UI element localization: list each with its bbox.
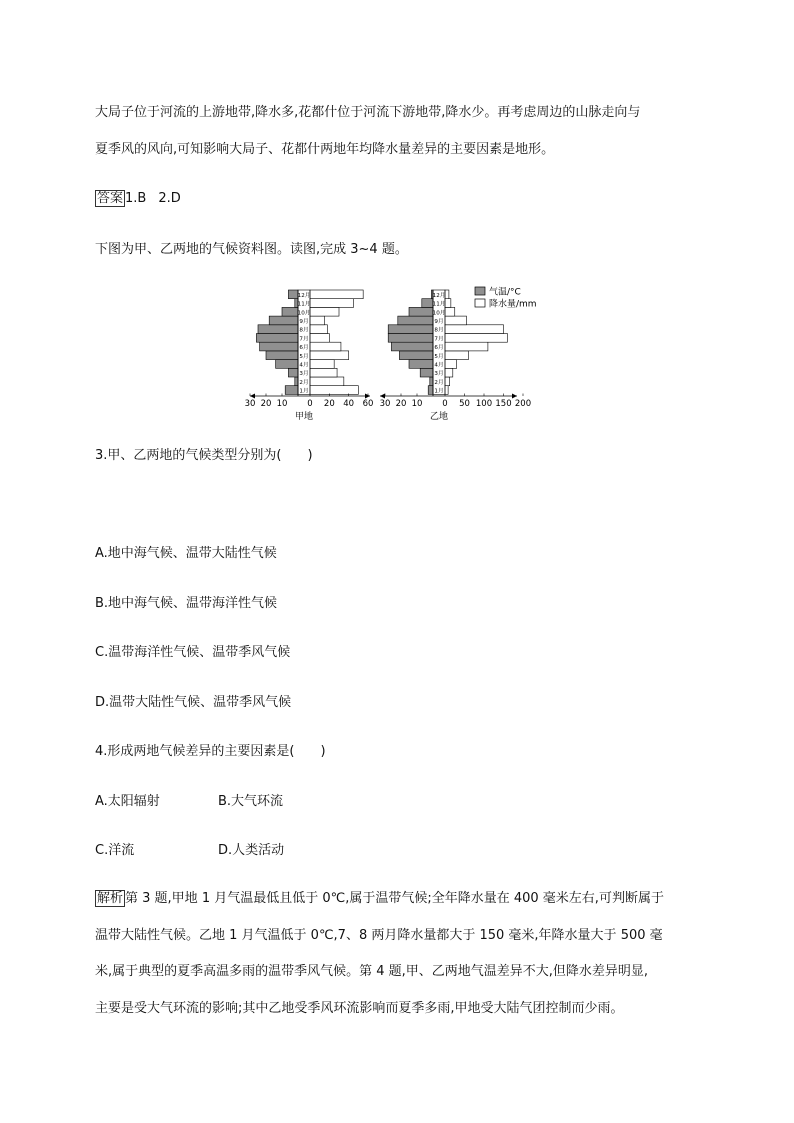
- precip-bar: [310, 360, 334, 369]
- temp-bar: [256, 334, 298, 343]
- precip-bar: [445, 342, 488, 351]
- temp-bar: [391, 342, 433, 351]
- climate-chart-figure: [245, 282, 555, 422]
- temp-bar: [276, 360, 298, 369]
- precip-bar: [445, 316, 466, 325]
- precip-bar: [310, 377, 344, 386]
- month-label: 8月: [434, 327, 444, 334]
- precip-bar: [445, 299, 451, 308]
- chart-jia: [245, 290, 373, 422]
- legend-precip-label: 降水量/mm: [489, 299, 537, 310]
- analysis-line-1: [95, 890, 664, 908]
- precip-bar: [310, 368, 337, 377]
- intro-line-1: 大局子位于河流的上游地带,降水多,花都什位于河流下游地带,降水少。再考虑周边的山脉走向与: [95, 105, 641, 120]
- precip-tick-label: 0: [307, 399, 313, 409]
- axis-arrow-right: [365, 394, 370, 399]
- temp-tick-label: 30: [379, 399, 391, 409]
- month-label: 11月: [432, 301, 446, 308]
- intro-line-2: 夏季风的风向,可知影响大局子、花都什两地年均降水量差异的主要因素是地形。: [95, 142, 555, 157]
- legend-temp-swatch: [475, 287, 485, 295]
- precip-tick-label: 50: [459, 399, 470, 409]
- precip-bar: [310, 386, 358, 395]
- axis-arrow-left: [250, 394, 255, 399]
- precip-bar: [445, 290, 449, 299]
- q4-option-b: B.大气环流: [218, 794, 284, 809]
- precip-tick-label: 40: [343, 399, 355, 409]
- month-label: 9月: [299, 319, 309, 325]
- month-label: 5月: [434, 353, 444, 360]
- chart-title: 乙地: [429, 412, 449, 422]
- precip-tick-label: 60: [362, 399, 374, 409]
- temp-bar: [409, 307, 433, 316]
- temp-bar: [258, 325, 298, 334]
- q3-option-a: A.地中海气候、温带大陆性气候: [95, 546, 277, 561]
- month-label: 10月: [432, 310, 446, 317]
- analysis-line-3: 米,属于典型的夏季高温多雨的温带季风气候。第 4 题,甲、乙两地气温差异不大,但降水差异明显,: [95, 964, 649, 979]
- q4-option-a: A.太阳辐射: [95, 794, 160, 809]
- q4-option-d: D.人类活动: [218, 843, 285, 858]
- month-label: 11月: [297, 301, 311, 308]
- month-label: 3月: [299, 371, 309, 378]
- temp-bar: [295, 377, 298, 386]
- q3-option-b: B.地中海气候、温带海洋性气候: [95, 596, 278, 611]
- answer-line: [95, 190, 181, 208]
- temp-bar: [409, 360, 433, 369]
- temp-bar: [420, 368, 433, 377]
- analysis-line-4: 主要是受大气环流的影响;其中乙地受季风环流影响而夏季多雨,甲地受大陆气团控制而少雨。: [95, 1001, 624, 1016]
- precip-tick-label: 100: [475, 399, 493, 409]
- temp-bar: [288, 290, 298, 299]
- precip-bar: [445, 334, 507, 343]
- precip-bar: [310, 299, 354, 308]
- q4-option-c: C.洋流: [95, 843, 135, 858]
- chart-yi: [380, 290, 532, 422]
- q4-stem: 4.形成两地气候差异的主要因素是( ): [95, 744, 326, 759]
- precip-bar: [445, 351, 468, 360]
- precip-tick-label: 150: [495, 399, 512, 409]
- analysis-line-2: 温带大陆性气候。乙地 1 月气温低于 0℃,7、8 两月降水量都大于 150 毫米,年降水量大于 500 毫: [95, 928, 663, 943]
- temp-bar: [388, 325, 433, 334]
- precip-bar: [310, 307, 339, 316]
- temp-tick-label: 20: [395, 399, 407, 409]
- temp-bar: [388, 334, 433, 343]
- temp-bar: [430, 377, 433, 386]
- precip-bar: [310, 334, 329, 343]
- chart-title: 甲地: [294, 412, 314, 422]
- month-label: 3月: [434, 371, 444, 378]
- legend-precip-swatch: [475, 299, 485, 307]
- temp-tick-label: 20: [260, 399, 272, 409]
- month-label: 4月: [299, 362, 309, 369]
- temp-tick-label: 30: [245, 399, 256, 409]
- month-label: 1月: [434, 388, 444, 395]
- temp-bar: [260, 342, 298, 351]
- temp-bar: [428, 386, 433, 395]
- month-label: 2月: [299, 379, 309, 386]
- answer-q1: 1.B: [125, 191, 147, 206]
- q3-option-c: C.温带海洋性气候、温带季风气候: [95, 645, 291, 660]
- precip-bar: [310, 316, 325, 325]
- month-label: 6月: [299, 345, 309, 352]
- month-label: 5月: [299, 353, 309, 360]
- month-label: 7月: [434, 336, 444, 343]
- precip-bar: [310, 290, 363, 299]
- temp-bar: [422, 299, 433, 308]
- precip-bar: [445, 368, 453, 377]
- month-label: 12月: [432, 292, 446, 299]
- temp-bar: [398, 316, 433, 325]
- month-label: 7月: [299, 336, 309, 343]
- answer-label: 答案: [97, 191, 124, 206]
- question-intro: 下图为甲、乙两地的气候资料图。读图,完成 3~4 题。: [95, 242, 408, 257]
- temp-bar: [285, 386, 298, 395]
- q3-stem: 3.甲、乙两地的气候类型分别为( ): [95, 448, 313, 463]
- analysis-label: 解析: [97, 891, 124, 906]
- precip-tick-label: 0: [442, 399, 448, 409]
- month-label: 1月: [299, 388, 309, 395]
- temp-bar: [399, 351, 433, 360]
- month-label: 6月: [434, 345, 444, 352]
- precip-bar: [445, 307, 455, 316]
- month-label: 2月: [434, 379, 444, 386]
- temp-bar: [269, 316, 298, 325]
- legend-temp-label: 气温/°C: [489, 287, 521, 298]
- axis-arrow-left: [380, 394, 385, 399]
- precip-bar: [445, 360, 457, 369]
- month-label: 9月: [434, 319, 444, 325]
- precip-bar: [445, 377, 450, 386]
- chart-legend: [475, 286, 537, 310]
- temp-tick-label: 10: [411, 399, 423, 409]
- precip-tick-label: 20: [323, 399, 335, 409]
- precip-tick-label: 200: [514, 399, 532, 409]
- month-label: 12月: [297, 292, 311, 299]
- month-label: 4月: [434, 362, 444, 369]
- axis-arrow-right: [512, 394, 517, 399]
- month-label: 10月: [297, 310, 311, 317]
- precip-bar: [310, 351, 349, 360]
- precip-bar: [310, 325, 327, 334]
- temp-tick-label: 10: [276, 399, 288, 409]
- analysis-text-1: 第 3 题,甲地 1 月气温最低且低于 0℃,属于温带气候;全年降水量在 400 毫米左右,可判断属于: [125, 891, 664, 906]
- month-label: 8月: [299, 327, 309, 334]
- answer-q2: 2.D: [158, 191, 181, 206]
- precip-bar: [310, 342, 341, 351]
- temp-bar: [288, 368, 298, 377]
- temp-bar: [282, 307, 298, 316]
- precip-bar: [445, 325, 504, 334]
- q3-option-d: D.温带大陆性气候、温带季风气候: [95, 695, 292, 710]
- precip-bar: [445, 386, 448, 395]
- temp-bar: [266, 351, 298, 360]
